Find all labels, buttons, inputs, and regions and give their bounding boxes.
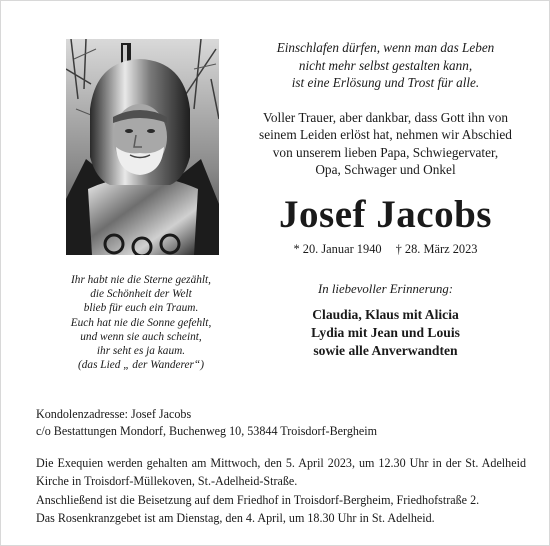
condolence-line: Kondolenzadresse: Josef Jacobs (36, 407, 192, 421)
death-date: † 28. März 2023 (395, 241, 478, 256)
poem-line: Euch hat nie die Sonne gefehlt, (70, 316, 212, 329)
mourning-line: seinem Leiden erlöst hat, nehmen wir Abschied (259, 127, 512, 142)
rosary-text: Das Rosenkranzgebet ist am Dienstag, den 4. April, um 18.30 Uhr in St. Adelheid. (36, 511, 435, 526)
poem-line: und wenn sie auch scheint, (80, 330, 202, 343)
mourning-line: Voller Trauer, aber dankbar, dass Gott ihn von (262, 109, 508, 125)
service-notice (36, 454, 526, 528)
family-line: Claudia, Klaus mit Alicia (312, 306, 459, 322)
mourning-line: Opa, Schwager und Onkel (315, 162, 456, 177)
life-dates (243, 241, 528, 257)
family-names (243, 306, 528, 360)
mourning-line: von unserem lieben Papa, Schwiegervater, (272, 144, 499, 160)
poem (41, 273, 241, 372)
poem-line: blieb für euch ein Traum. (83, 302, 199, 315)
burial-text: Anschließend ist die Beisetzung auf dem Friedhof in Troisdorf-Bergheim, Friedhofstraße 2. (36, 492, 480, 507)
quote-line: nicht mehr selbst gestalten kann, (298, 57, 473, 73)
quote-line: Einschlafen dürfen, wenn man das Leben (276, 40, 495, 55)
deceased-name: Josef Jacobs (279, 192, 492, 236)
opening-quote (243, 39, 528, 92)
exequien-text: Die Exequien werden gehalten am Mittwoch, den 5. April 2023, um 12.30 Uhr in der St. Adelheid Kirche in Troisdorf-Müllekoven, St.-Adelheid-Straße. (36, 456, 526, 489)
poem-line: die Schönheit der Welt (90, 288, 192, 301)
mourning-text (243, 109, 528, 179)
birth-date: * 20. Januar 1940 (293, 241, 382, 256)
condolence-address (36, 406, 377, 440)
quote-line: ist eine Erlösung und Trost für alle. (291, 75, 480, 90)
memory-heading: In liebevoller Erinnerung: (317, 281, 454, 296)
family-line: sowie alle Anverwandten (313, 342, 458, 358)
poem-line: ihr seht es ja kaum. (96, 345, 186, 358)
poem-line: Ihr habt nie die Sterne gezählt, (71, 274, 211, 286)
portrait-photo (66, 39, 219, 255)
poem-source: (das Lied „ der Wanderer“) (78, 359, 204, 372)
portrait-image (66, 39, 219, 255)
main-column (243, 39, 528, 360)
condolence-line: c/o Bestattungen Mondorf, Buchenweg 10, 53844 Troisdorf-Bergheim (36, 423, 378, 438)
family-line: Lydia mit Jean und Louis (311, 324, 460, 340)
